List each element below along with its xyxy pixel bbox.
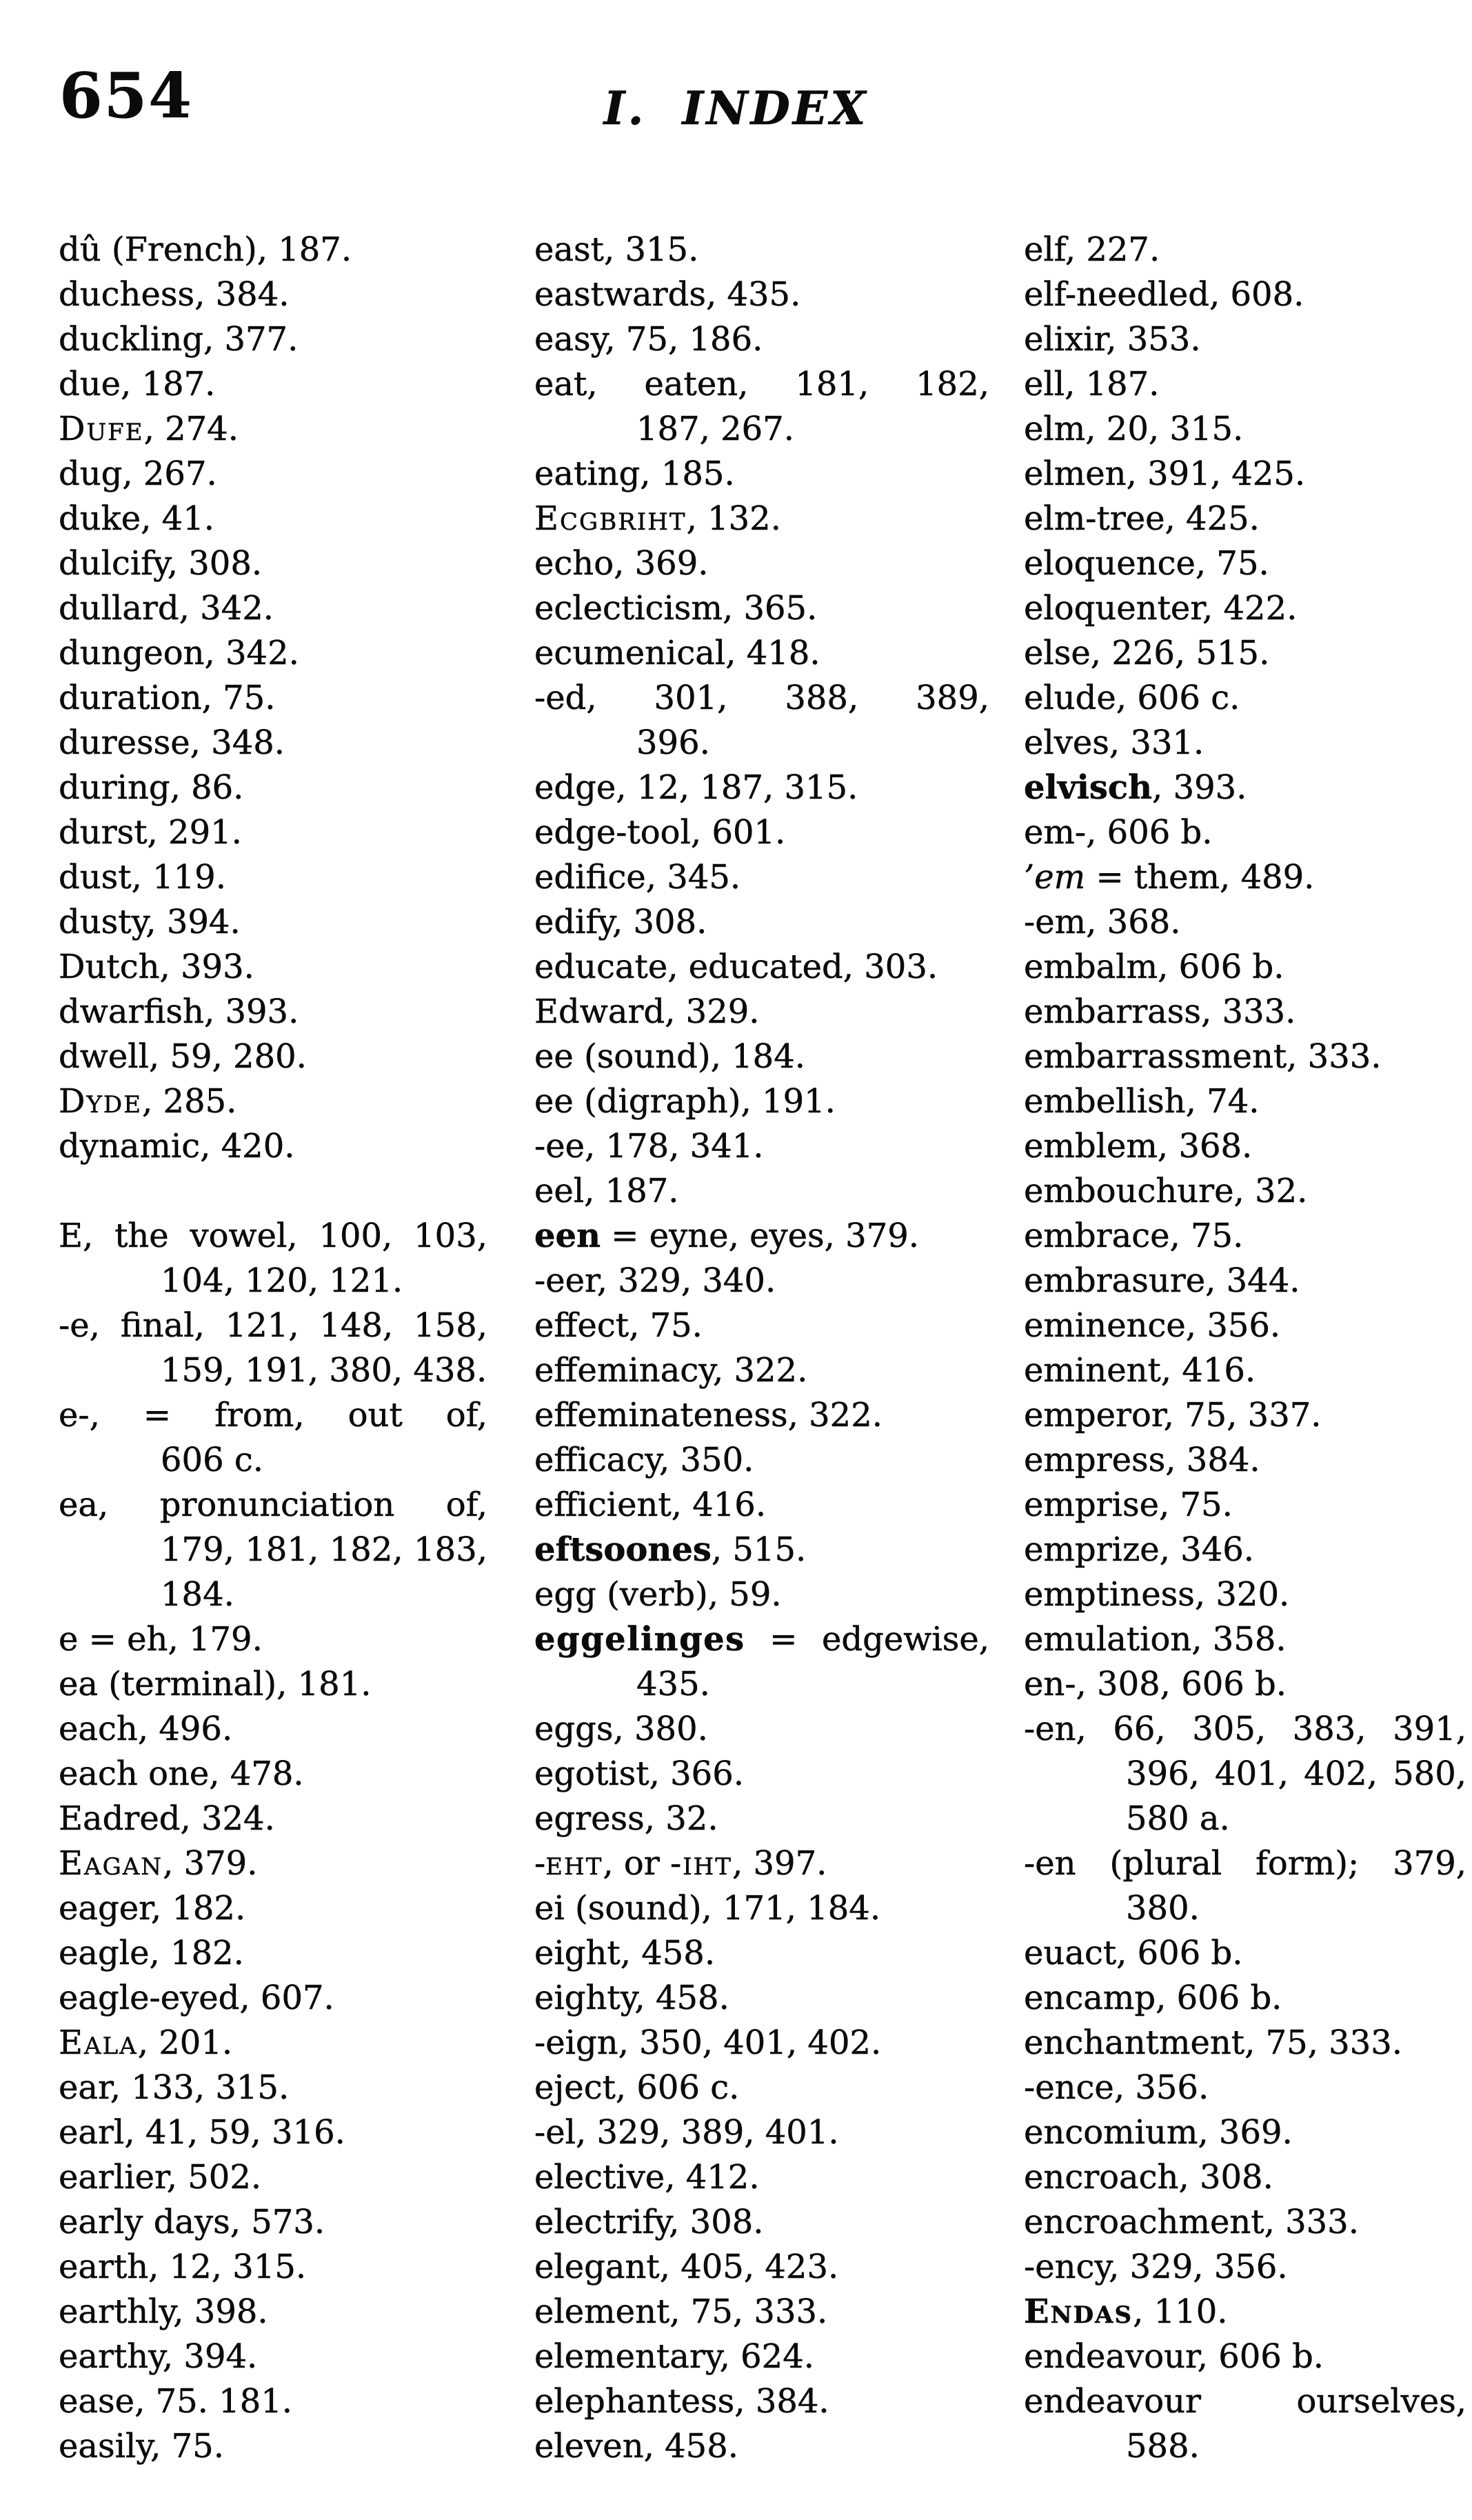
index-entry: een = eyne, eyes, 379. [534, 1217, 920, 1255]
index-entry: eating, 185. [534, 454, 735, 493]
index-columns [0, 228, 1472, 2469]
index-entry: elvisch, 393. [1024, 768, 1247, 807]
index-entry: emptiness, 320. [1024, 1575, 1290, 1614]
index-entry: dullard, 342. [59, 589, 274, 628]
index-entry: elective, 412. [534, 2158, 760, 2197]
index-entry: en-, 308, 606 b. [1024, 1665, 1287, 1703]
index-entry: -eer, 329, 340. [534, 1261, 776, 1300]
index-entry: dust, 119. [59, 858, 226, 897]
index-entry: ecumenical, 418. [534, 634, 820, 672]
index-entry: E, the vowel, 100, 103, 104, 120, 121. [59, 1217, 487, 1300]
index-entry: emprize, 346. [1024, 1530, 1255, 1569]
index-entry: elm-tree, 425. [1024, 499, 1260, 538]
index-entry: earth, 12, 315. [59, 2248, 307, 2286]
index-entry: emblem, 368. [1024, 1127, 1253, 1166]
index-entry: electrify, 308. [534, 2203, 764, 2241]
index-column-3 [1024, 228, 1466, 2469]
index-entry: each one, 478. [59, 1754, 304, 1793]
index-entry: elves, 331. [1024, 723, 1204, 762]
index-entry: eleven, 458. [534, 2427, 738, 2466]
index-entry: echo, 369. [534, 544, 709, 583]
index-entry: ease, 75. 181. [59, 2382, 293, 2421]
index-entry: -e, final, 121, 148, 158, 159, 191, 380, 438. [59, 1306, 487, 1390]
index-entry: elixir, 353. [1024, 320, 1201, 359]
index-entry: embalm, 606 b. [1024, 948, 1284, 986]
index-entry: element, 75, 333. [534, 2292, 828, 2331]
index-entry: ear, 133, 315. [59, 2068, 290, 2107]
index-entry: effect, 75. [534, 1306, 703, 1345]
index-entry: duchess, 384. [59, 275, 290, 314]
index-entry: eat, eaten, 181, 182, 187, 267. [534, 365, 989, 448]
section-numeral: I. [603, 81, 647, 135]
index-entry: emulation, 358. [1024, 1620, 1287, 1659]
index-entry: emperor, 75, 337. [1024, 1396, 1322, 1434]
index-entry: efficient, 416. [534, 1486, 767, 1524]
index-column-1 [59, 228, 487, 2469]
index-entry: elf, 227. [1024, 230, 1160, 269]
index-entry: elm, 20, 315. [1024, 410, 1244, 448]
index-entry: east, 315. [534, 230, 699, 269]
index-entry: -ency, 329, 356. [1024, 2248, 1288, 2286]
index-entry: elf-needled, 608. [1024, 275, 1304, 314]
index-entry: eclecticism, 365. [534, 589, 818, 628]
index-entry: else, 226, 515. [1024, 634, 1270, 672]
index-entry: dwell, 59, 280. [59, 1037, 307, 1076]
index-entry: encamp, 606 b. [1024, 1979, 1282, 2017]
index-entry: ’em = them, 489. [1024, 858, 1315, 897]
index-entry: eggs, 380. [534, 1710, 708, 1748]
index-entry: duresse, 348. [59, 723, 285, 762]
index-entry: encroachment, 333. [1024, 2203, 1359, 2241]
index-entry: edifice, 345. [534, 858, 741, 897]
index-entry: earthly, 398. [59, 2292, 268, 2331]
index-entry: eminence, 356. [1024, 1306, 1281, 1345]
index-entry: encomium, 369. [1024, 2113, 1293, 2152]
index-entry: easily, 75. [59, 2427, 224, 2466]
index-entry: embarrass, 333. [1024, 992, 1296, 1031]
index-entry: eloquence, 75. [1024, 544, 1269, 583]
index-entry: Eagan, 379. [59, 1844, 258, 1883]
index-entry: during, 86. [59, 768, 244, 807]
index-entry: e-, = from, out of, 606 c. [59, 1396, 487, 1479]
index-entry: eastwards, 435. [534, 275, 801, 314]
index-entry: dusty, 394. [59, 903, 241, 941]
index-entry: -ed, 301, 388, 389, 396. [534, 679, 989, 762]
index-entry: enchantment, 75, 333. [1024, 2023, 1403, 2062]
index-entry: duckling, 377. [59, 320, 299, 359]
index-entry: egotist, 366. [534, 1754, 744, 1793]
index-entry: egress, 32. [534, 1799, 718, 1838]
index-entry: elegant, 405, 423. [534, 2248, 839, 2286]
index-entry: easy, 75, 186. [534, 320, 763, 359]
index-entry: -ence, 356. [1024, 2068, 1209, 2107]
index-entry: -eht, or -iht, 397. [534, 1844, 827, 1883]
index-entry: duke, 41. [59, 499, 214, 538]
index-entry: eftsoones, 515. [534, 1530, 807, 1569]
index-entry: edge, 12, 187, 315. [534, 768, 858, 807]
index-entry: empress, 384. [1024, 1441, 1260, 1479]
index-entry: eagle-eyed, 607. [59, 1979, 334, 2017]
index-entry: -en (plural form); 379, 380. [1024, 1844, 1466, 1928]
index-entry: Ecgbriht, 132. [534, 499, 781, 538]
index-entry: earlier, 502. [59, 2158, 262, 2197]
index-entry: dwarfish, 393. [59, 992, 299, 1031]
index-entry: em-, 606 b. [1024, 813, 1213, 852]
index-entry: -el, 329, 389, 401. [534, 2113, 839, 2152]
index-entry: ee (digraph), 191. [534, 1082, 836, 1121]
index-entry: embellish, 74. [1024, 1082, 1260, 1121]
index-entry: eel, 187. [534, 1172, 679, 1210]
index-entry: endeavour ourselves, 588. [1024, 2382, 1466, 2466]
index-entry: -eign, 350, 401, 402. [534, 2023, 882, 2062]
index-entry: eighty, 458. [534, 1979, 729, 2017]
index-entry: embarrassment, 333. [1024, 1037, 1382, 1076]
index-entry: dû (French), 187. [59, 230, 352, 269]
index-entry: dungeon, 342. [59, 634, 299, 672]
index-entry: earthy, 394. [59, 2337, 258, 2376]
index-entry: embrasure, 344. [1024, 1261, 1300, 1300]
index-entry: Eadred, 324. [59, 1799, 275, 1838]
index-entry: ei (sound), 171, 184. [534, 1889, 881, 1928]
index-entry: effeminateness, 322. [534, 1396, 883, 1434]
index-entry: elementary, 624. [534, 2337, 814, 2376]
index-entry: early days, 573. [59, 2203, 325, 2241]
index-entry: due, 187. [59, 365, 216, 403]
index-entry: embouchure, 32. [1024, 1172, 1308, 1210]
index-entry: euact, 606 b. [1024, 1934, 1243, 1972]
index-entry: Eala, 201. [59, 2023, 233, 2062]
index-entry: -ee, 178, 341. [534, 1127, 764, 1166]
page-header [0, 0, 1472, 159]
index-title: INDEX [682, 81, 869, 135]
index-column-2 [534, 228, 989, 2469]
index-entry: dulcify, 308. [59, 544, 263, 583]
index-entry: ee (sound), 184. [534, 1037, 805, 1076]
index-entry: edify, 308. [534, 903, 707, 941]
index-entry: dug, 267. [59, 454, 217, 493]
index-entry: emprise, 75. [1024, 1486, 1233, 1524]
index-entry: e = eh, 179. [59, 1620, 263, 1659]
index-entry: dynamic, 420. [59, 1127, 295, 1166]
index-entry: edge-tool, 601. [534, 813, 786, 852]
index-entry: Edward, 329. [534, 992, 760, 1031]
index-entry: effeminacy, 322. [534, 1351, 808, 1390]
index-entry: efficacy, 350. [534, 1441, 754, 1479]
index-entry: duration, 75. [59, 679, 276, 717]
index-entry: Dyde, 285. [59, 1082, 237, 1121]
page-number: 654 [59, 59, 193, 132]
index-entry: ell, 187. [1024, 365, 1160, 403]
index-entry: elephantess, 384. [534, 2382, 829, 2421]
index-entry: eggelinges = edgewise, 435. [534, 1620, 989, 1703]
index-entry: elmen, 391, 425. [1024, 454, 1306, 493]
index-entry: eloquenter, 422. [1024, 589, 1298, 628]
index-entry: eight, 458. [534, 1934, 716, 1972]
index-entry: egg (verb), 59. [534, 1575, 782, 1614]
index-entry: ea (terminal), 181. [59, 1665, 372, 1703]
index-entry: ea, pronunciation of, 179, 181, 182, 183, 184. [59, 1486, 487, 1614]
index-entry: Dufe, 274. [59, 410, 239, 448]
index-entry: earl, 41, 59, 316. [59, 2113, 345, 2152]
index-entry: -em, 368. [1024, 903, 1181, 941]
index-entry: encroach, 308. [1024, 2158, 1273, 2197]
index-entry: endeavour, 606 b. [1024, 2337, 1324, 2376]
index-entry: Endas, 110. [1024, 2292, 1228, 2331]
index-entry: Dutch, 393. [59, 948, 254, 986]
index-entry: eject, 606 c. [534, 2068, 740, 2107]
index-entry: eagle, 182. [59, 1934, 244, 1972]
index-entry: each, 496. [59, 1710, 233, 1748]
index-entry: durst, 291. [59, 813, 242, 852]
index-entry: -en, 66, 305, 383, 391, 396, 401, 402, 580, 580 a. [1024, 1710, 1466, 1838]
index-entry: elude, 606 c. [1024, 679, 1240, 717]
page-title [0, 81, 1472, 135]
index-entry: embrace, 75. [1024, 1217, 1244, 1255]
index-entry: eminent, 416. [1024, 1351, 1256, 1390]
index-entry: educate, educated, 303. [534, 948, 938, 986]
index-entry: eager, 182. [59, 1889, 246, 1928]
